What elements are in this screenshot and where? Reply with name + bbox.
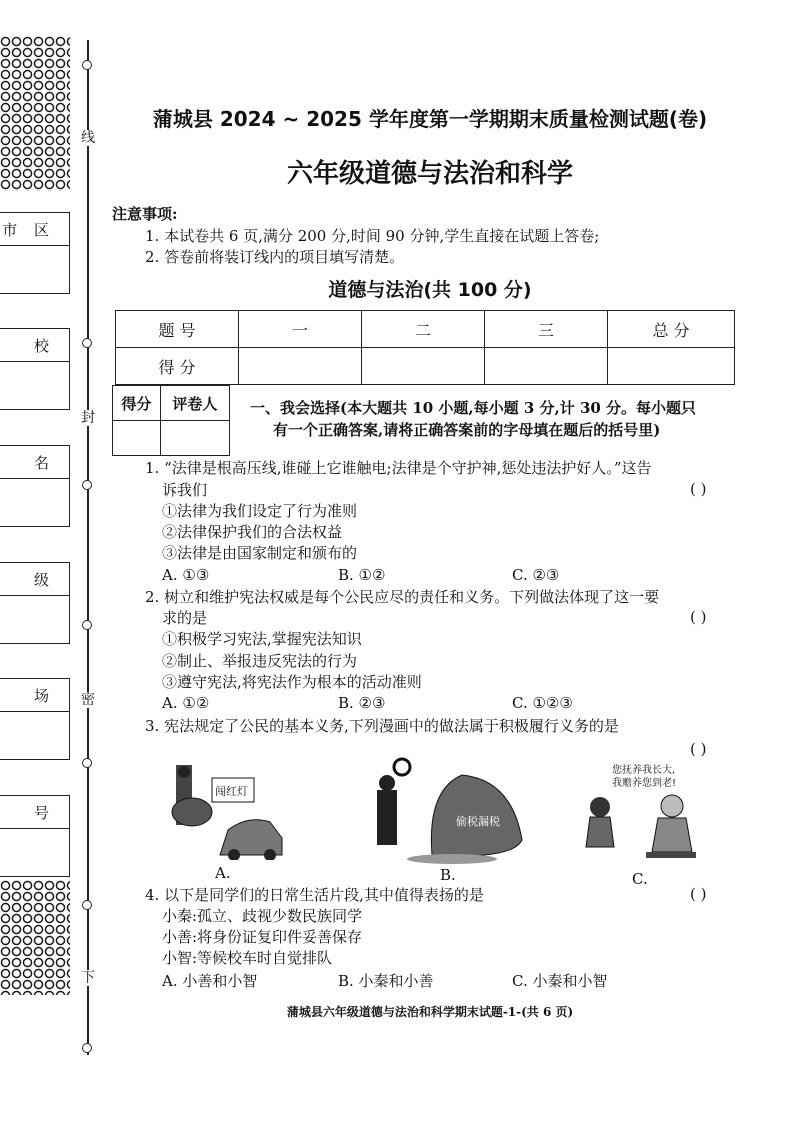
info-box-class[interactable] (0, 562, 70, 644)
binding-hole (82, 60, 92, 70)
question-4-item: 小智:等候校车时自觉排队 (162, 949, 333, 967)
question-4-item: 小善:将身份证复印件妥善保存 (162, 928, 363, 946)
info-box-exam-room[interactable] (0, 678, 70, 760)
comic-a-red-light (158, 760, 288, 860)
hook (394, 759, 410, 775)
notice-item: 2. 答卷前将装订线内的项目填写清楚。 (145, 248, 405, 266)
answer-blank[interactable]: ( ) (690, 608, 707, 626)
question-4-option-a: A. 小善和小智 (162, 972, 258, 990)
answer-blank[interactable]: ( ) (690, 740, 707, 758)
score-cell[interactable] (608, 348, 735, 385)
question-1-stem: 1. “法律是根高压线,谁碰上它谁触电;法律是个守护神,惩处违法护好人。”这告 (145, 459, 652, 477)
question-4-item: 小秦:孤立、歧视少数民族同学 (162, 907, 363, 925)
divider (0, 478, 69, 479)
score-cell[interactable] (362, 348, 485, 385)
person-head (379, 775, 395, 791)
comic-caption-a: A. (215, 864, 231, 882)
question-1-option-b: B. ①② (338, 566, 386, 584)
binding-char-mi: 密 (81, 692, 95, 708)
comic-caption-b: B. (440, 866, 456, 884)
notice-item: 1. 本试卷共 6 页,满分 200 分,时间 90 分钟,学生直接在试题上答卷; (145, 227, 600, 245)
answer-blank[interactable]: ( ) (690, 480, 707, 498)
question-2-item: ②制止、举报违反宪法的行为 (162, 652, 358, 670)
exam-title: 蒲城县 2024 ~ 2025 学年度第一学期期末质量检测试题(卷) (152, 107, 708, 131)
question-3-stem: 3. 宪法规定了公民的基本义务,下列漫画中的做法属于积极履行义务的是 (145, 717, 619, 735)
page-footer: 蒲城县六年级道德与法治和科学期末试题-1-(共 6 页) (286, 1005, 574, 1019)
notice-heading: 注意事项: (112, 205, 178, 223)
question-2-stem: 求的是 (162, 609, 208, 627)
speech-text: 您抚养我长大, (612, 765, 676, 776)
binding-char-feng: 封 (81, 410, 95, 426)
grader-name-header: 评卷人 (160, 386, 229, 421)
divider (0, 595, 69, 596)
divider (0, 361, 69, 362)
binding-hole (82, 338, 92, 348)
divider (0, 245, 69, 246)
info-box-school[interactable] (0, 328, 70, 410)
speech-text: 我赡养您到老! (612, 778, 677, 789)
score-table (115, 310, 735, 385)
binding-hole (82, 1043, 92, 1053)
binding-hole (82, 900, 92, 910)
elder-body (652, 818, 692, 852)
score-table-header: 总 分 (608, 311, 735, 348)
binding-char-xian: 线 (81, 130, 95, 146)
sign-text: 闯红灯 (215, 785, 248, 798)
section-title: 道德与法治(共 100 分) (328, 279, 532, 301)
binding-hole (82, 480, 92, 490)
info-label: 校 (33, 337, 55, 355)
info-box-seat-number[interactable] (0, 795, 70, 877)
comic-caption-c: C. (632, 870, 648, 888)
info-label: 市 区 (2, 221, 55, 239)
grader-score-header: 得分 (113, 386, 161, 421)
score-table-header: 三 (485, 311, 608, 348)
question-2-stem: 2. 树立和维护宪法权威是每个公民应尽的责任和义务。下列做法体现了这一要 (145, 588, 660, 606)
binding-hole (82, 620, 92, 630)
binding-dot-pattern-bottom (0, 880, 70, 995)
question-2-option-c: C. ①②③ (512, 694, 573, 712)
question-1-option-c: C. ②③ (512, 566, 560, 584)
grader-name-cell[interactable] (160, 421, 229, 456)
divider (0, 828, 69, 829)
child-body (586, 817, 614, 847)
question-2-item: ③遵守宪法,将宪法作为根本的活动准则 (162, 673, 422, 691)
grader-table (112, 385, 230, 456)
binding-dot-pattern-top (0, 36, 70, 191)
score-table-row-label: 得 分 (116, 348, 239, 385)
chair (646, 852, 696, 858)
question-1-stem: 诉我们 (162, 481, 208, 499)
bag-text: 偷税漏税 (456, 815, 500, 828)
question-2-option-a: A. ①② (162, 694, 210, 712)
person-figure (377, 790, 397, 845)
comic-b-tax-evasion (372, 755, 532, 865)
info-box-district[interactable] (0, 212, 70, 294)
score-cell[interactable] (485, 348, 608, 385)
elder-head (661, 795, 683, 817)
question-2-item: ①积极学习宪法,掌握宪法知识 (162, 630, 362, 648)
camera-figure (172, 798, 212, 826)
binding-hole (82, 758, 92, 768)
question-1-option-a: A. ①③ (162, 566, 210, 584)
answer-blank[interactable]: ( ) (690, 885, 707, 903)
divider (0, 711, 69, 712)
question-4-option-b: B. 小秦和小善 (338, 972, 434, 990)
question-1-item: ②法律保护我们的合法权益 (162, 523, 343, 541)
coins (407, 854, 497, 864)
info-box-name[interactable] (0, 445, 70, 527)
question-4-option-c: C. 小秦和小智 (512, 972, 608, 990)
question-1-item: ①法律为我们设定了行为准则 (162, 502, 358, 520)
info-label: 名 (33, 454, 55, 472)
child-head (590, 797, 610, 817)
question-1-item: ③法律是由国家制定和颁布的 (162, 544, 358, 562)
binding-char-xia: 下 (81, 970, 95, 986)
comic-c-support-elders (580, 762, 705, 867)
traffic-light (178, 766, 190, 778)
grader-score-cell[interactable] (113, 421, 161, 456)
question-2-option-b: B. ②③ (338, 694, 386, 712)
part1-instruction: 一、我会选择(本大题共 10 小题,每小题 3 分,计 30 分。每小题只 (250, 399, 697, 417)
part1-instruction: 有一个正确答案,请将正确答案前的字母填在题后的括号里) (273, 421, 661, 439)
score-table-header: 二 (362, 311, 485, 348)
score-table-header: 题 号 (116, 311, 239, 348)
question-4-stem: 4. 以下是同学们的日常生活片段,其中值得表扬的是 (145, 886, 484, 904)
score-table-header: 一 (239, 311, 362, 348)
exam-subtitle: 六年级道德与法治和科学 (286, 159, 573, 189)
score-cell[interactable] (239, 348, 362, 385)
info-label: 场 (33, 687, 55, 705)
info-label: 号 (33, 804, 55, 822)
info-label: 级 (33, 571, 55, 589)
